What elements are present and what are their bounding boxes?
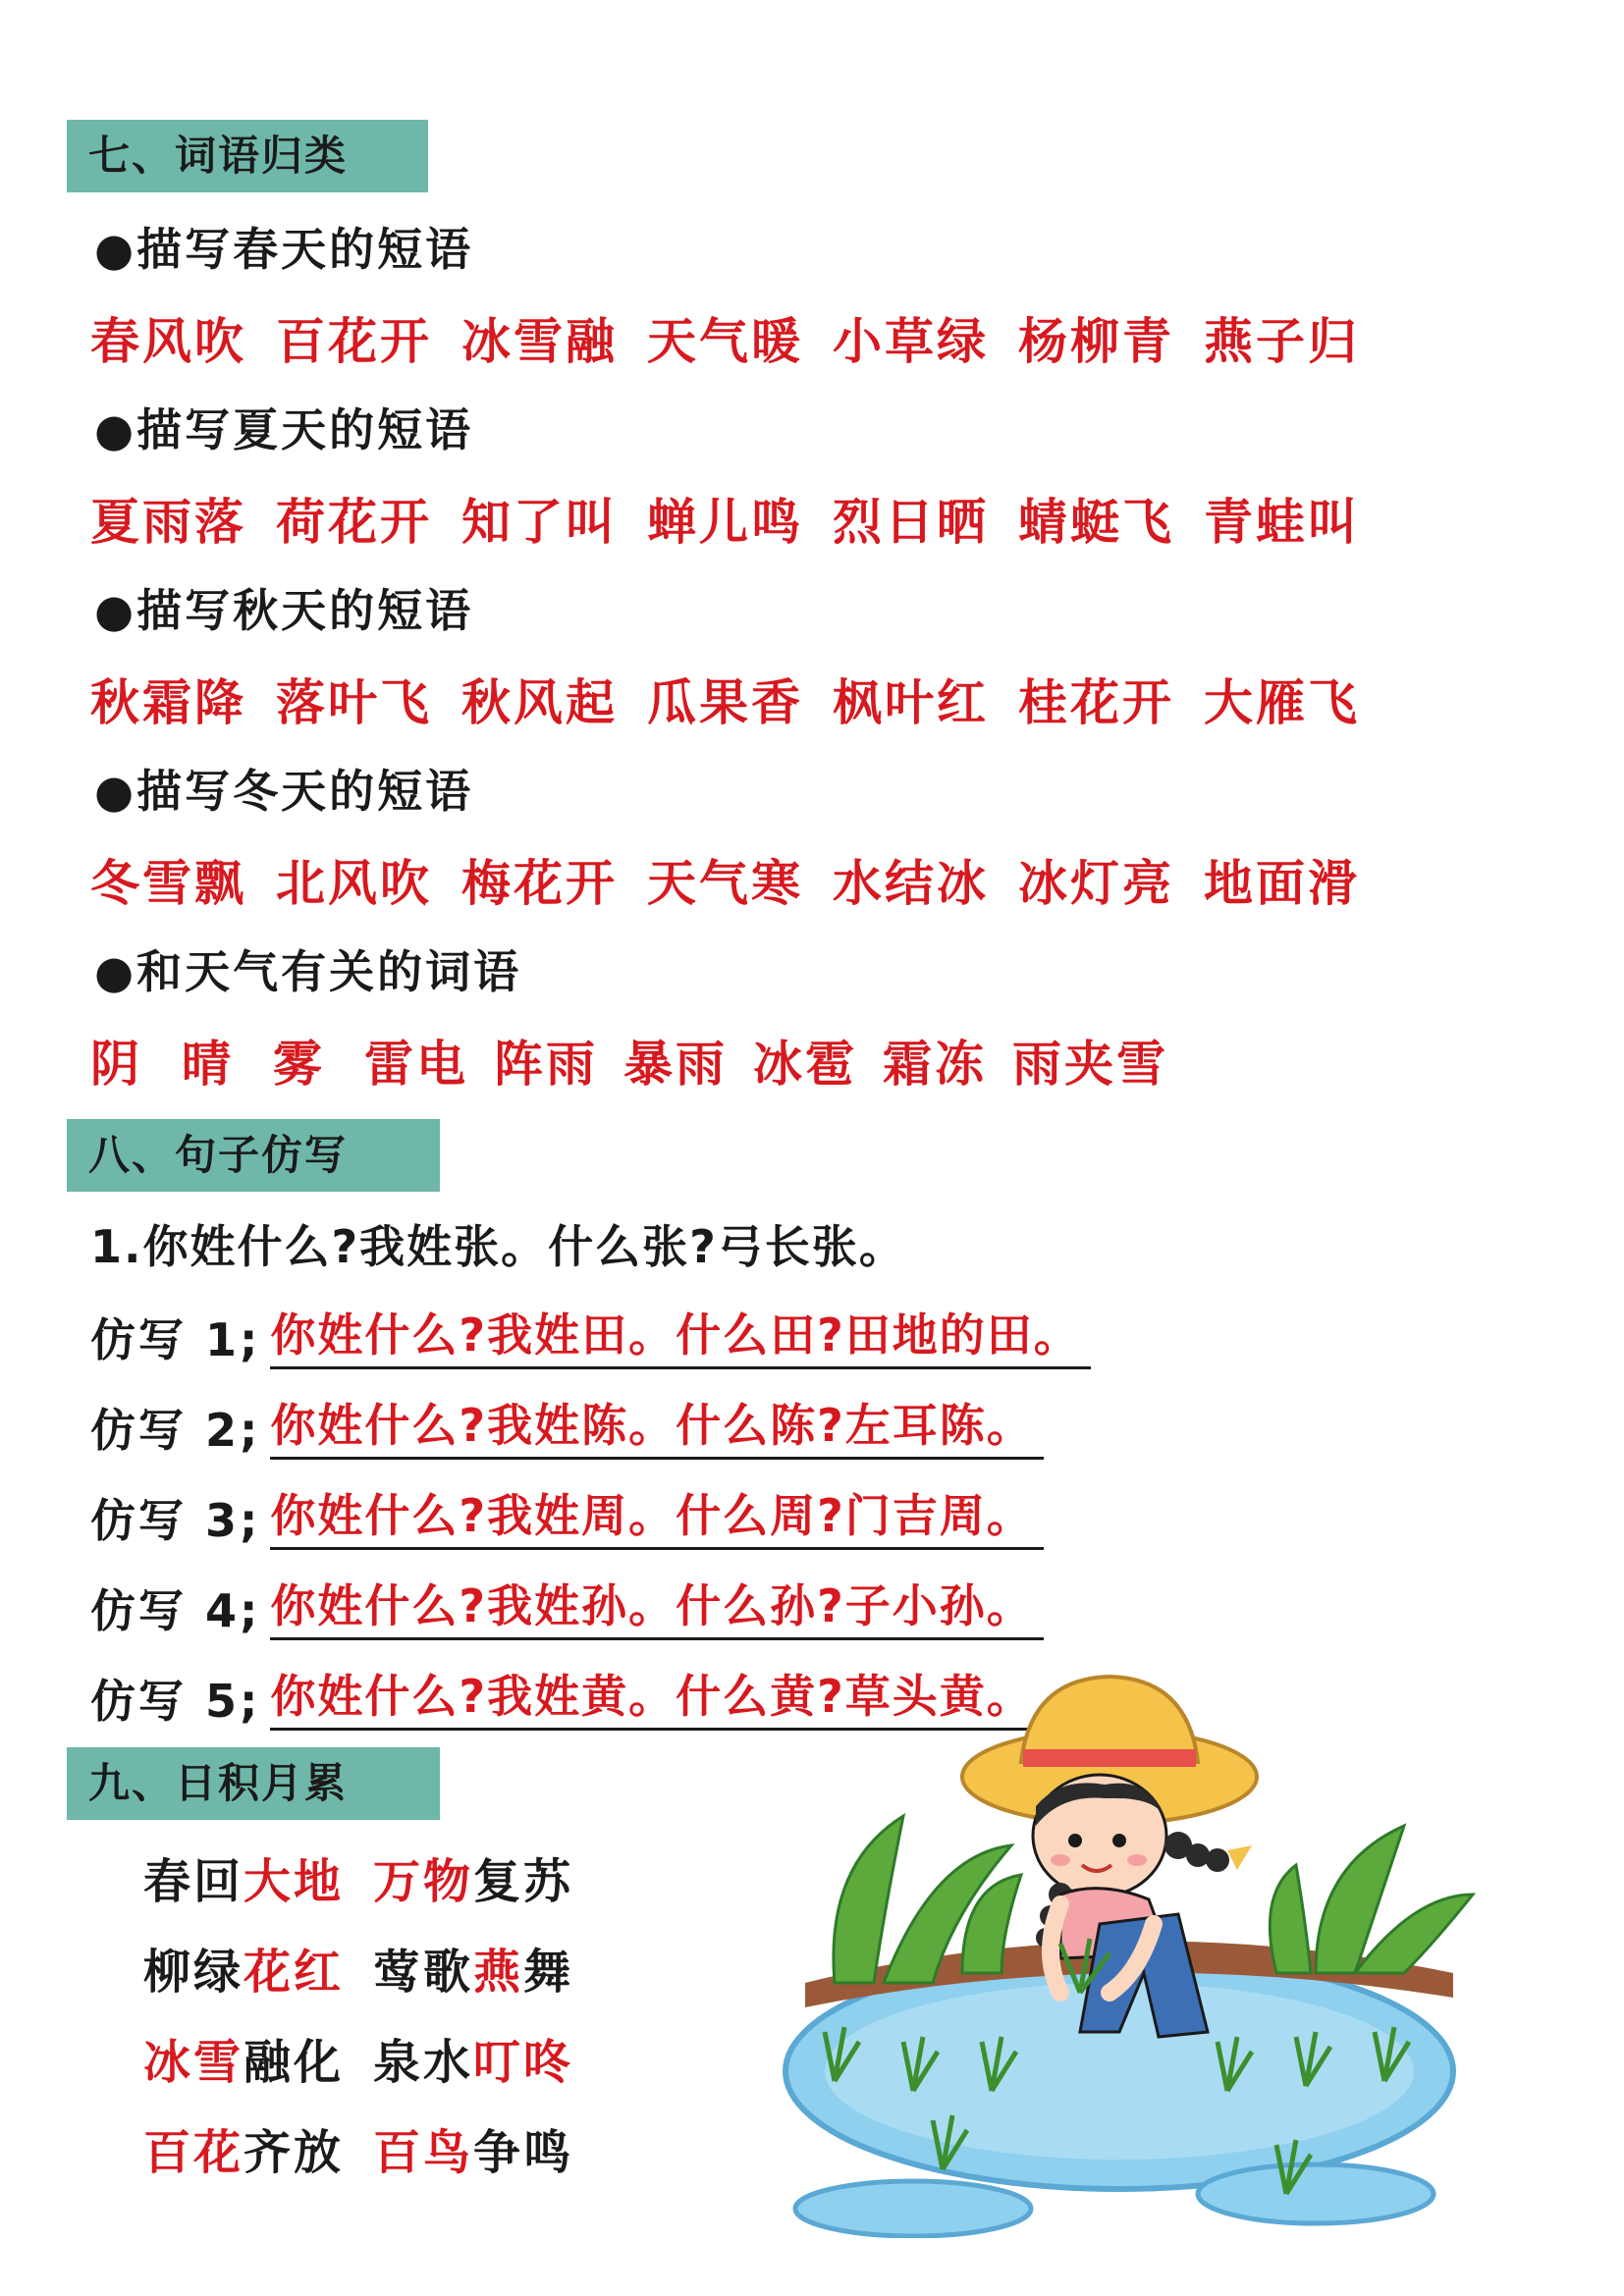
winter-label: ●描写冬天的短语	[94, 765, 474, 818]
example-sentence: 1.你姓什么?我姓张。什么张?弓长张。	[90, 1220, 906, 1273]
word: 冰灯亮	[1018, 855, 1174, 912]
word: 蜻蜓飞	[1018, 494, 1174, 551]
word: 暴雨	[623, 1036, 728, 1093]
small-puddle	[795, 2181, 1031, 2236]
summer-label: ●描写夏天的短语	[94, 403, 474, 456]
imitation-1	[90, 1300, 1091, 1369]
word: 冰雹	[753, 1036, 857, 1093]
idiom-part: 万物	[373, 1854, 474, 1909]
section8-heading: 八、句子仿写	[67, 1119, 440, 1192]
idiom-part: 春回	[143, 1854, 244, 1909]
idiom-row-3	[143, 2024, 573, 2092]
word: 杨柳青	[1018, 313, 1174, 370]
word: 燕子归	[1204, 313, 1360, 370]
idiom-part: 燕	[473, 1945, 524, 2000]
idiom-part: 融化	[244, 2035, 345, 2090]
idiom-row-2	[143, 1934, 573, 2002]
idiom-part: 复苏	[473, 1854, 574, 1909]
idiom-part: 叮咚	[473, 2035, 574, 2090]
section7-heading: 七、词语归类	[67, 120, 428, 192]
idiom-part: 争鸣	[473, 2125, 574, 2180]
word: 知了叫	[461, 494, 618, 551]
idiom-part: 百鸟	[373, 2125, 474, 2180]
word: 阴	[90, 1036, 142, 1093]
word: 雾	[273, 1036, 325, 1093]
autumn-words	[90, 664, 1389, 734]
imitation-label: 仿写 5;	[90, 1675, 261, 1728]
word: 春风吹	[90, 313, 246, 370]
word: 北风吹	[276, 855, 432, 912]
word: 冰雪融	[461, 313, 618, 370]
straw-hat-crown	[1021, 1677, 1198, 1762]
small-puddle	[1198, 2164, 1434, 2223]
word: 天气暖	[647, 313, 803, 370]
idiom-part: 柳绿	[143, 1945, 244, 2000]
word: 雷电	[364, 1036, 468, 1093]
imitation-4	[90, 1571, 1044, 1640]
idiom-part: 百花	[143, 2125, 244, 2180]
arm	[1051, 1904, 1060, 1993]
word: 水结冰	[833, 855, 989, 912]
summer-words	[90, 483, 1389, 554]
word: 阵雨	[494, 1036, 598, 1093]
winter-words	[90, 844, 1389, 915]
weather-label: ●和天气有关的词语	[94, 945, 522, 998]
imitation-answer: 你姓什么?我姓田。什么田?田地的田。	[270, 1300, 1090, 1369]
spring-label: ●描写春天的短语	[94, 223, 474, 276]
section9-heading: 九、日积月累	[67, 1747, 440, 1820]
word: 百花开	[276, 313, 432, 370]
word: 荷花开	[276, 494, 432, 551]
imitation-label: 仿写 2;	[90, 1404, 261, 1457]
idiom-part: 花红	[244, 1945, 345, 2000]
word: 冬雪飘	[90, 855, 246, 912]
autumn-label: ●描写秋天的短语	[94, 584, 474, 637]
word: 青蛙叫	[1204, 494, 1360, 551]
spring-words	[90, 302, 1389, 373]
word: 桂花开	[1018, 674, 1174, 731]
word: 秋霜降	[90, 674, 246, 731]
word: 天气寒	[647, 855, 803, 912]
imitation-label: 仿写 3;	[90, 1494, 261, 1547]
girl-planting-illustration	[766, 1659, 1492, 2238]
word: 烈日晒	[833, 494, 989, 551]
word: 秋风起	[461, 674, 618, 731]
word: 夏雨落	[90, 494, 246, 551]
word: 大雁飞	[1204, 674, 1360, 731]
idiom-row-1	[143, 1843, 573, 1911]
idiom-part: 齐放	[244, 2125, 345, 2180]
imitation-answer: 你姓什么?我姓孙。什么孙?子小孙。	[270, 1571, 1043, 1640]
word: 梅花开	[461, 855, 618, 912]
weather-words	[90, 1025, 1198, 1095]
word: 蝉儿鸣	[647, 494, 803, 551]
imitation-2	[90, 1390, 1044, 1460]
idiom-part: 莺歌	[373, 1945, 474, 2000]
word: 雨夹雪	[1012, 1036, 1168, 1093]
word: 小草绿	[833, 313, 989, 370]
imitation-answer: 你姓什么?我姓周。什么周?门吉周。	[270, 1480, 1043, 1550]
word: 落叶飞	[276, 674, 432, 731]
imitation-label: 仿写 1;	[90, 1313, 261, 1366]
idiom-part: 冰雪	[143, 2035, 244, 2090]
imitation-answer: 你姓什么?我姓陈。什么陈?左耳陈。	[270, 1390, 1043, 1460]
idiom-part: 大地	[244, 1854, 345, 1909]
imitation-3	[90, 1480, 1044, 1550]
word: 瓜果香	[647, 674, 803, 731]
idiom-part: 舞	[523, 1945, 574, 2000]
word: 地面滑	[1204, 855, 1360, 912]
word: 霜冻	[883, 1036, 987, 1093]
imitation-answer: 你姓什么?我姓黄。什么黄?草头黄。	[270, 1661, 1043, 1731]
imitation-label: 仿写 4;	[90, 1584, 261, 1637]
idiom-row-4	[143, 2114, 573, 2182]
word: 晴	[182, 1036, 234, 1093]
idiom-part: 泉水	[373, 2035, 474, 2090]
word: 枫叶红	[833, 674, 989, 731]
